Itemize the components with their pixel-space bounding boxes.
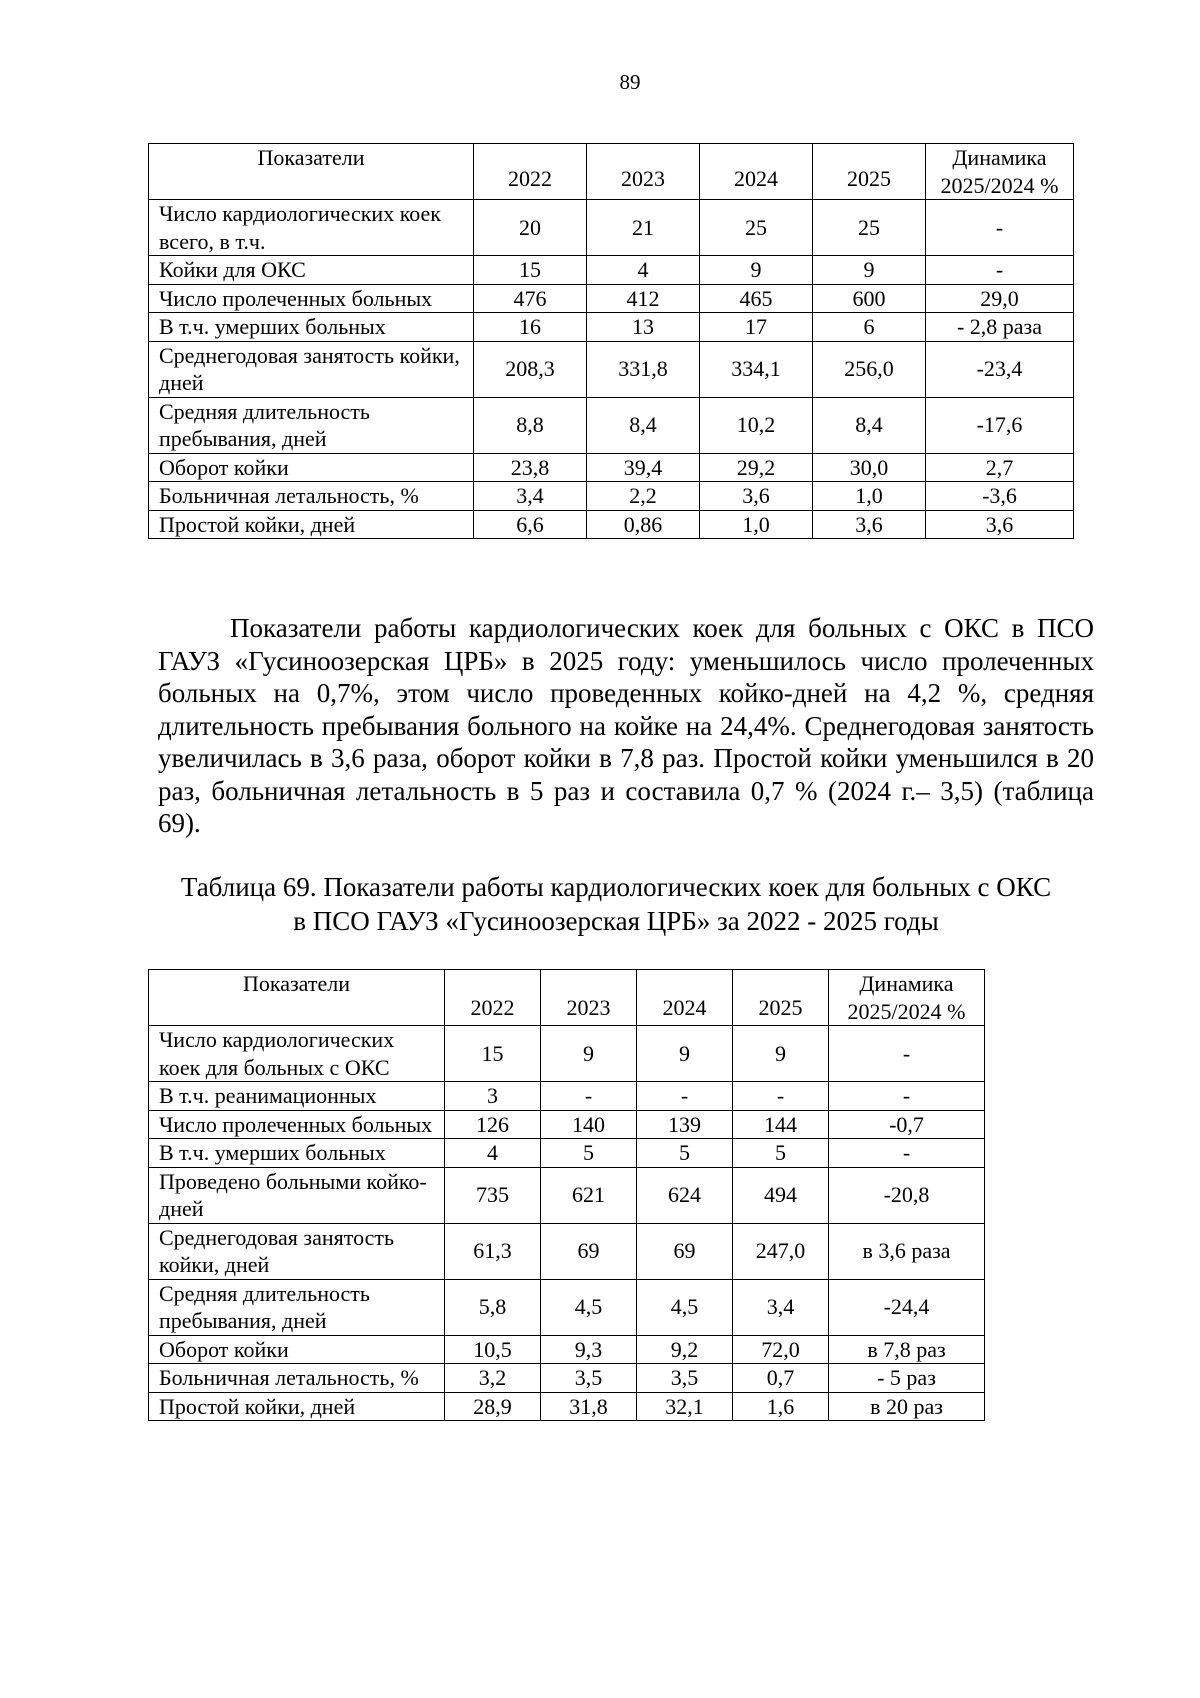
value-cell: - — [733, 1082, 829, 1111]
value-cell: 4,5 — [541, 1279, 637, 1335]
dynamics-cell: -23,4 — [926, 341, 1074, 397]
value-cell: 9 — [813, 256, 926, 285]
table-caption — [148, 870, 1084, 938]
value-cell: 9 — [733, 1026, 829, 1082]
value-cell: 140 — [541, 1110, 637, 1139]
dynamics-cell: - — [829, 1139, 985, 1168]
value-cell: 28,9 — [445, 1392, 541, 1421]
value-cell: 6 — [813, 313, 926, 342]
value-cell: 29,2 — [700, 453, 813, 482]
dynamics-cell: в 3,6 раза — [829, 1223, 985, 1279]
value-cell: 5,8 — [445, 1279, 541, 1335]
row-label: Средняя длительность пребывания, дней — [149, 397, 474, 453]
value-cell: - — [637, 1082, 733, 1111]
value-cell: 1,0 — [700, 510, 813, 539]
dynamics-cell: -20,8 — [829, 1167, 985, 1223]
header-year-2022: 2022 — [445, 970, 541, 1026]
value-cell: 69 — [541, 1223, 637, 1279]
dynamics-cell: - 2,8 раза — [926, 313, 1074, 342]
row-label: Число кардиологических коек для больных с ОКС — [149, 1026, 445, 1082]
dynamics-cell: 2,7 — [926, 453, 1074, 482]
header-year-2022: 2022 — [474, 144, 587, 200]
bed-indicators-table-total — [148, 143, 1074, 539]
value-cell: 25 — [700, 200, 813, 256]
header-indicators: Показатели — [149, 144, 474, 200]
table-row — [149, 1223, 985, 1279]
table-row — [149, 1364, 985, 1393]
table-row — [149, 397, 1074, 453]
value-cell: 3,5 — [637, 1364, 733, 1393]
row-label: Больничная летальность, % — [149, 1364, 445, 1393]
value-cell: 9,2 — [637, 1335, 733, 1364]
dynamics-cell: -17,6 — [926, 397, 1074, 453]
row-label: Оборот койки — [149, 453, 474, 482]
row-label: Среднегодовая занятость койки, дней — [149, 341, 474, 397]
table-row — [149, 1082, 985, 1111]
row-label: Проведено больными койко-дней — [149, 1167, 445, 1223]
row-label: В т.ч. умерших больных — [149, 1139, 445, 1168]
dynamics-cell: - — [829, 1082, 985, 1111]
table-row — [149, 1026, 985, 1082]
value-cell: 1,6 — [733, 1392, 829, 1421]
table-header-row — [149, 144, 1074, 200]
value-cell: 10,2 — [700, 397, 813, 453]
dynamics-cell: -0,7 — [829, 1110, 985, 1139]
value-cell: 4 — [587, 256, 700, 285]
value-cell: 8,4 — [813, 397, 926, 453]
value-cell: 247,0 — [733, 1223, 829, 1279]
value-cell: 15 — [445, 1026, 541, 1082]
value-cell: 16 — [474, 313, 587, 342]
row-label: Койки для ОКС — [149, 256, 474, 285]
value-cell: 39,4 — [587, 453, 700, 482]
value-cell: 23,8 — [474, 453, 587, 482]
value-cell: 208,3 — [474, 341, 587, 397]
value-cell: - — [541, 1082, 637, 1111]
value-cell: 3,2 — [445, 1364, 541, 1393]
value-cell: 465 — [700, 284, 813, 313]
table-row — [149, 510, 1074, 539]
value-cell: 3,5 — [541, 1364, 637, 1393]
value-cell: 9 — [637, 1026, 733, 1082]
value-cell: 32,1 — [637, 1392, 733, 1421]
row-label: Число пролеченных больных — [149, 284, 474, 313]
row-label: В т.ч. реанимационных — [149, 1082, 445, 1111]
row-label: Число кардиологических коек всего, в т.ч. — [149, 200, 474, 256]
table-caption-line-1: Таблица 69. Показатели работы кардиологических коек для больных с ОКС — [180, 872, 1052, 902]
value-cell: 494 — [733, 1167, 829, 1223]
value-cell: 412 — [587, 284, 700, 313]
header-year-2025: 2025 — [733, 970, 829, 1026]
value-cell: 0,7 — [733, 1364, 829, 1393]
value-cell: 2,2 — [587, 482, 700, 511]
value-cell: 256,0 — [813, 341, 926, 397]
table-row — [149, 341, 1074, 397]
value-cell: 5 — [733, 1139, 829, 1168]
row-label: Оборот койки — [149, 1335, 445, 1364]
row-label: Средняя длительность пребывания, дней — [149, 1279, 445, 1335]
table-row — [149, 1139, 985, 1168]
dynamics-cell: -3,6 — [926, 482, 1074, 511]
value-cell: 30,0 — [813, 453, 926, 482]
value-cell: 735 — [445, 1167, 541, 1223]
header-year-2024: 2024 — [637, 970, 733, 1026]
table-row — [149, 200, 1074, 256]
value-cell: 6,6 — [474, 510, 587, 539]
value-cell: 8,4 — [587, 397, 700, 453]
table-row — [149, 482, 1074, 511]
value-cell: 72,0 — [733, 1335, 829, 1364]
value-cell: 3 — [445, 1082, 541, 1111]
value-cell: 15 — [474, 256, 587, 285]
value-cell: 10,5 — [445, 1335, 541, 1364]
summary-paragraph — [158, 612, 1094, 840]
value-cell: 5 — [637, 1139, 733, 1168]
row-label: Простой койки, дней — [149, 510, 474, 539]
value-cell: 31,8 — [541, 1392, 637, 1421]
dynamics-cell: - — [829, 1026, 985, 1082]
header-dynamics: Динамика 2025/2024 % — [829, 970, 985, 1026]
value-cell: 331,8 — [587, 341, 700, 397]
header-dynamics: Динамика 2025/2024 % — [926, 144, 1074, 200]
table-row — [149, 1167, 985, 1223]
table-row — [149, 1279, 985, 1335]
value-cell: 126 — [445, 1110, 541, 1139]
dynamics-cell: 29,0 — [926, 284, 1074, 313]
table-row — [149, 1110, 985, 1139]
row-label: Больничная летальность, % — [149, 482, 474, 511]
value-cell: 13 — [587, 313, 700, 342]
value-cell: 8,8 — [474, 397, 587, 453]
value-cell: 9 — [541, 1026, 637, 1082]
dynamics-cell: - 5 раз — [829, 1364, 985, 1393]
value-cell: 4 — [445, 1139, 541, 1168]
value-cell: 61,3 — [445, 1223, 541, 1279]
dynamics-cell: - — [926, 200, 1074, 256]
page-number: 89 — [619, 70, 641, 94]
value-cell: 139 — [637, 1110, 733, 1139]
row-label: В т.ч. умерших больных — [149, 313, 474, 342]
table-row — [149, 284, 1074, 313]
dynamics-cell: -24,4 — [829, 1279, 985, 1335]
row-label: Число пролеченных больных — [149, 1110, 445, 1139]
value-cell: 21 — [587, 200, 700, 256]
value-cell: 25 — [813, 200, 926, 256]
value-cell: 600 — [813, 284, 926, 313]
value-cell: 3,4 — [474, 482, 587, 511]
row-label: Среднегодовая занятость койки, дней — [149, 1223, 445, 1279]
dynamics-cell: в 7,8 раз — [829, 1335, 985, 1364]
row-label: Простой койки, дней — [149, 1392, 445, 1421]
value-cell: 476 — [474, 284, 587, 313]
summary-paragraph-text: Показатели работы кардиологических коек для больных с ОКС в ПСО ГАУЗ «Гусиноозерская ЦРБ» в 2025 году: уменьшилось число пролеченных больных на 0,7%, этом число проведенных койко-дней на 4,2 %, средняя длительность пребывания больного на койке на 24,4%. Среднегодовая занятость увеличилась в 3,6 раза, оборот койки в 7,8 раз. Простой койки уменьшился в 20 раз, больничная летальность в 5 раз и составила 0,7 % (2024 г.– 3,5) (таблица 69). — [158, 613, 1094, 838]
table-row — [149, 313, 1074, 342]
value-cell: 624 — [637, 1167, 733, 1223]
value-cell: 144 — [733, 1110, 829, 1139]
value-cell: 4,5 — [637, 1279, 733, 1335]
header-year-2025: 2025 — [813, 144, 926, 200]
table-row — [149, 453, 1074, 482]
value-cell: 20 — [474, 200, 587, 256]
dynamics-cell: в 20 раз — [829, 1392, 985, 1421]
value-cell: 3,4 — [733, 1279, 829, 1335]
table-header-row — [149, 970, 985, 1026]
value-cell: 621 — [541, 1167, 637, 1223]
value-cell: 69 — [637, 1223, 733, 1279]
table-caption-line-2: в ПСО ГАУЗ «Гусиноозерская ЦРБ» за 2022 - 2025 годы — [293, 906, 939, 936]
table-row — [149, 256, 1074, 285]
header-indicators: Показатели — [149, 970, 445, 1026]
value-cell: 9,3 — [541, 1335, 637, 1364]
value-cell: 9 — [700, 256, 813, 285]
value-cell: 1,0 — [813, 482, 926, 511]
value-cell: 334,1 — [700, 341, 813, 397]
value-cell: 17 — [700, 313, 813, 342]
dynamics-cell: - — [926, 256, 1074, 285]
bed-indicators-table-acs — [148, 969, 985, 1421]
table-row — [149, 1392, 985, 1421]
header-year-2023: 2023 — [587, 144, 700, 200]
value-cell: 3,6 — [813, 510, 926, 539]
table-row — [149, 1335, 985, 1364]
value-cell: 0,86 — [587, 510, 700, 539]
value-cell: 3,6 — [700, 482, 813, 511]
header-year-2024: 2024 — [700, 144, 813, 200]
header-year-2023: 2023 — [541, 970, 637, 1026]
value-cell: 5 — [541, 1139, 637, 1168]
dynamics-cell: 3,6 — [926, 510, 1074, 539]
